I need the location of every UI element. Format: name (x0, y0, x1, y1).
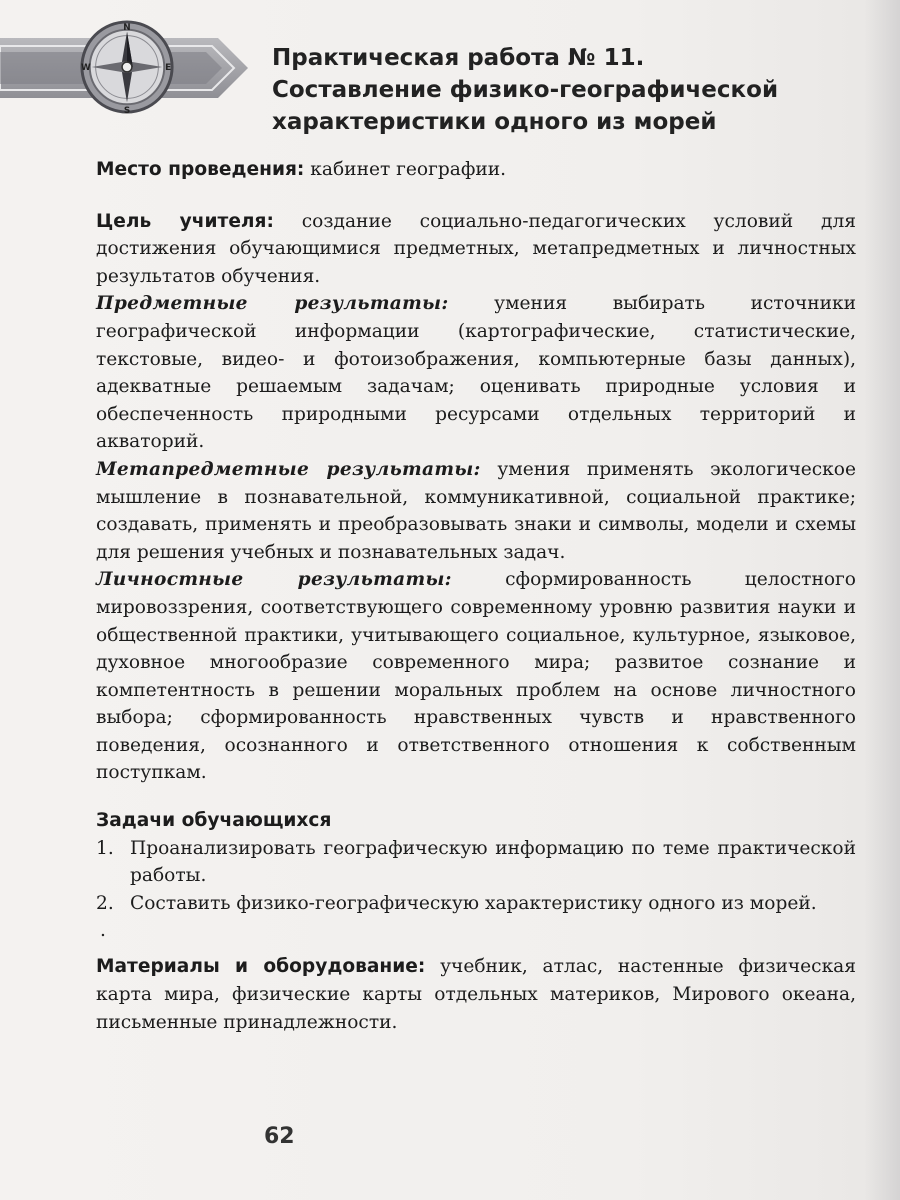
svg-text:N: N (123, 22, 131, 33)
subject-results-paragraph (96, 290, 856, 456)
venue-paragraph (96, 156, 856, 184)
list-item (96, 890, 856, 918)
venue-label: Место проведения: (96, 159, 305, 180)
list-item-number: 1. (96, 837, 114, 859)
personal-results-paragraph (96, 566, 856, 787)
personal-results-label: Личностные результаты: (96, 569, 452, 591)
svg-text:E: E (165, 62, 172, 73)
meta-results-value: умения применять экологическое мышление в познавательной, коммуникативной, социальной практике; создавать, применять и преобразовывать знаки и символы, модели и схемы для решения учебных и познавательных задач. (96, 458, 857, 563)
svg-text:S: S (123, 106, 131, 116)
venue-value: кабинет географии. (304, 159, 507, 180)
svg-text:W: W (80, 62, 91, 73)
subject-results-label: Предметные результаты: (96, 293, 449, 315)
subject-results-value: умения выбирать источники географической информации (картографические, статистические, текстовые, видео- и фотоизображения, компьютерные базы данных), адекватные решаемым задачам; оценивать природные условия и обеспеченность природными ресурсами отдельных территорий и акваторий. (96, 293, 856, 453)
page-content (96, 156, 856, 1036)
trailing-mark: . (100, 920, 106, 942)
list-item-number: 2. (96, 892, 114, 914)
list-item-text: Составить физико-географическую характеристику одного из морей. (130, 892, 817, 914)
page-title (272, 42, 872, 138)
page-number: 62 (264, 1124, 295, 1149)
teacher-goal-value: создание социально-педагогических условий для достижения обучающимися предметных, метапредметных и личностных результатов обучения. (96, 210, 856, 287)
title-line-3: характеристики одного из морей (272, 109, 717, 135)
title-line-2: Составление физико-географической (272, 77, 779, 103)
tasks-list (96, 835, 856, 918)
meta-results-paragraph (96, 456, 856, 566)
compass-icon (78, 18, 176, 116)
title-line-1: Практическая работа № 11. (272, 45, 645, 71)
meta-results-label: Метапредметные результаты: (96, 458, 481, 480)
personal-results-value: сформированность целостного мировоззрения, соответствующего современному уровню развития науки и общественной практики, учитывающего социальное, культурное, языковое, духовное многообразие современного мира; развитое сознание и компетентность в решении моральных проблем на основе личностного выбора; сформированность нравственных чувств и нравственного поведения, осознанного и ответственного отношения к собственным поступкам. (96, 569, 856, 784)
teacher-goal-label: Цель учителя: (96, 210, 274, 232)
list-item-text: Проанализировать географическую информацию по теме практической работы. (130, 837, 856, 887)
materials-value: учебник, атлас, настенные физическая карта мира, физические карты отдельных материков, Мирового океана, письменные принадлежности. (96, 956, 857, 1033)
list-item (96, 835, 856, 890)
tasks-heading: Задачи обучающихся (96, 810, 332, 832)
teacher-goal-paragraph (96, 208, 856, 291)
page-edge-shadow (864, 0, 900, 1200)
materials-paragraph (96, 953, 856, 1036)
materials-label: Материалы и оборудование: (96, 956, 426, 978)
